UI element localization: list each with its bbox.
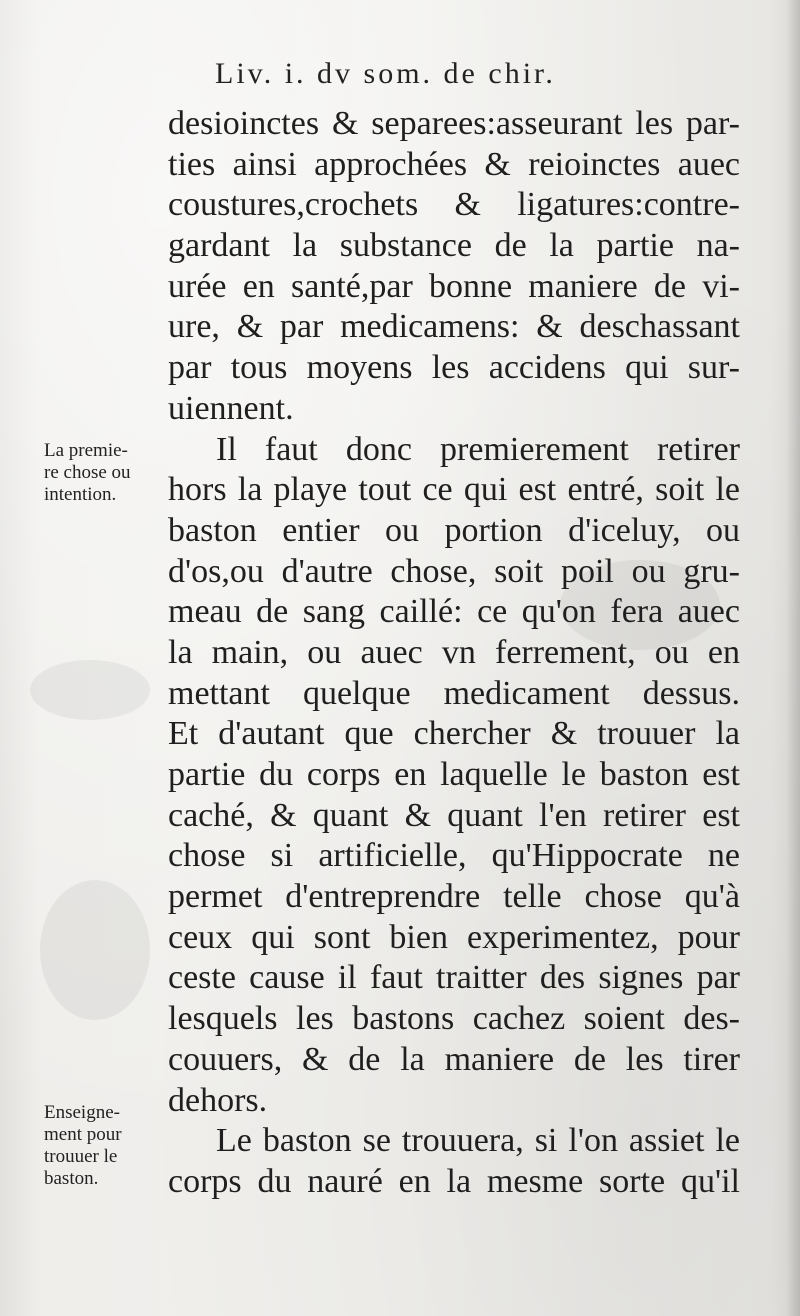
text-line: permet d'entreprendre telle chose qu'à (168, 878, 740, 916)
margin-note-line: baston. (44, 1168, 99, 1189)
text-line: couuers, & de la maniere de les tirer (168, 1040, 740, 1078)
paper-stain (40, 880, 150, 1020)
text-line: chose si artificielle, qu'Hippocrate ne (168, 837, 740, 875)
margin-note-line: Enseigne- (44, 1102, 120, 1123)
text-line: la main, ou auec vn ferrement, ou en (168, 633, 740, 671)
text-line: dehors. (168, 1081, 268, 1119)
text-line: d'os,ou d'autre chose, soit poil ou gru- (168, 552, 740, 590)
margin-note-line: trouuer le (44, 1146, 118, 1167)
margin-note-line: La premie- (44, 440, 128, 461)
text-line: Il faut donc premierement retirer (216, 430, 740, 468)
text-line: baston entier ou portion d'iceluy, ou (168, 511, 740, 549)
margin-note-finding-baston (44, 1102, 122, 1190)
text-line: partie du corps en laquelle le baston est (168, 756, 740, 793)
page-edge-shadow (786, 0, 800, 1316)
text-line: Le baston se trouuera, si l'on assiet le (216, 1122, 740, 1160)
text-line: corps du nauré en la mesme sorte qu'il (168, 1162, 740, 1200)
text-line: Et d'autant que chercher & trouuer la (168, 715, 740, 753)
margin-note-line: ment pour (44, 1124, 122, 1145)
text-line: desioinctes & separees:asseurant les par- (168, 105, 740, 142)
text-line: hors la playe tout ce qui est entré, soit le (168, 471, 740, 509)
text-line: mettant quelque medicament dessus. (168, 674, 740, 712)
text-line: caché, & quant & quant l'en retirer est (168, 796, 740, 834)
body-text (168, 104, 740, 1203)
margin-note-line: re chose ou (44, 462, 131, 483)
paper-stain (30, 660, 150, 720)
text-line: uiennent. (168, 389, 294, 427)
text-line: par tous moyens les accidens qui sur- (168, 349, 740, 387)
text-line: ceste cause il faut traitter des signes par (168, 959, 740, 997)
text-line: gardant la substance de la partie na- (168, 227, 740, 265)
margin-note-line: intention. (44, 484, 117, 505)
text-line: ties ainsi approchées & reioinctes auec (168, 145, 740, 183)
text-line: meau de sang caillé: ce qu'on fera auec (168, 593, 740, 631)
margin-note-first-intention (44, 440, 131, 506)
text-line: coustures,crochets & ligatures:contre- (168, 186, 740, 224)
text-line: ure, & par medicamens: & deschassant (168, 308, 740, 346)
text-line: urée en santé,par bonne maniere de vi- (168, 267, 740, 305)
running-head: Liv. i. dv som. de chir. (215, 57, 556, 90)
text-line: lesquels les bastons cachez soient des- (168, 1000, 740, 1038)
text-line: ceux qui sont bien experimentez, pour (168, 918, 740, 956)
